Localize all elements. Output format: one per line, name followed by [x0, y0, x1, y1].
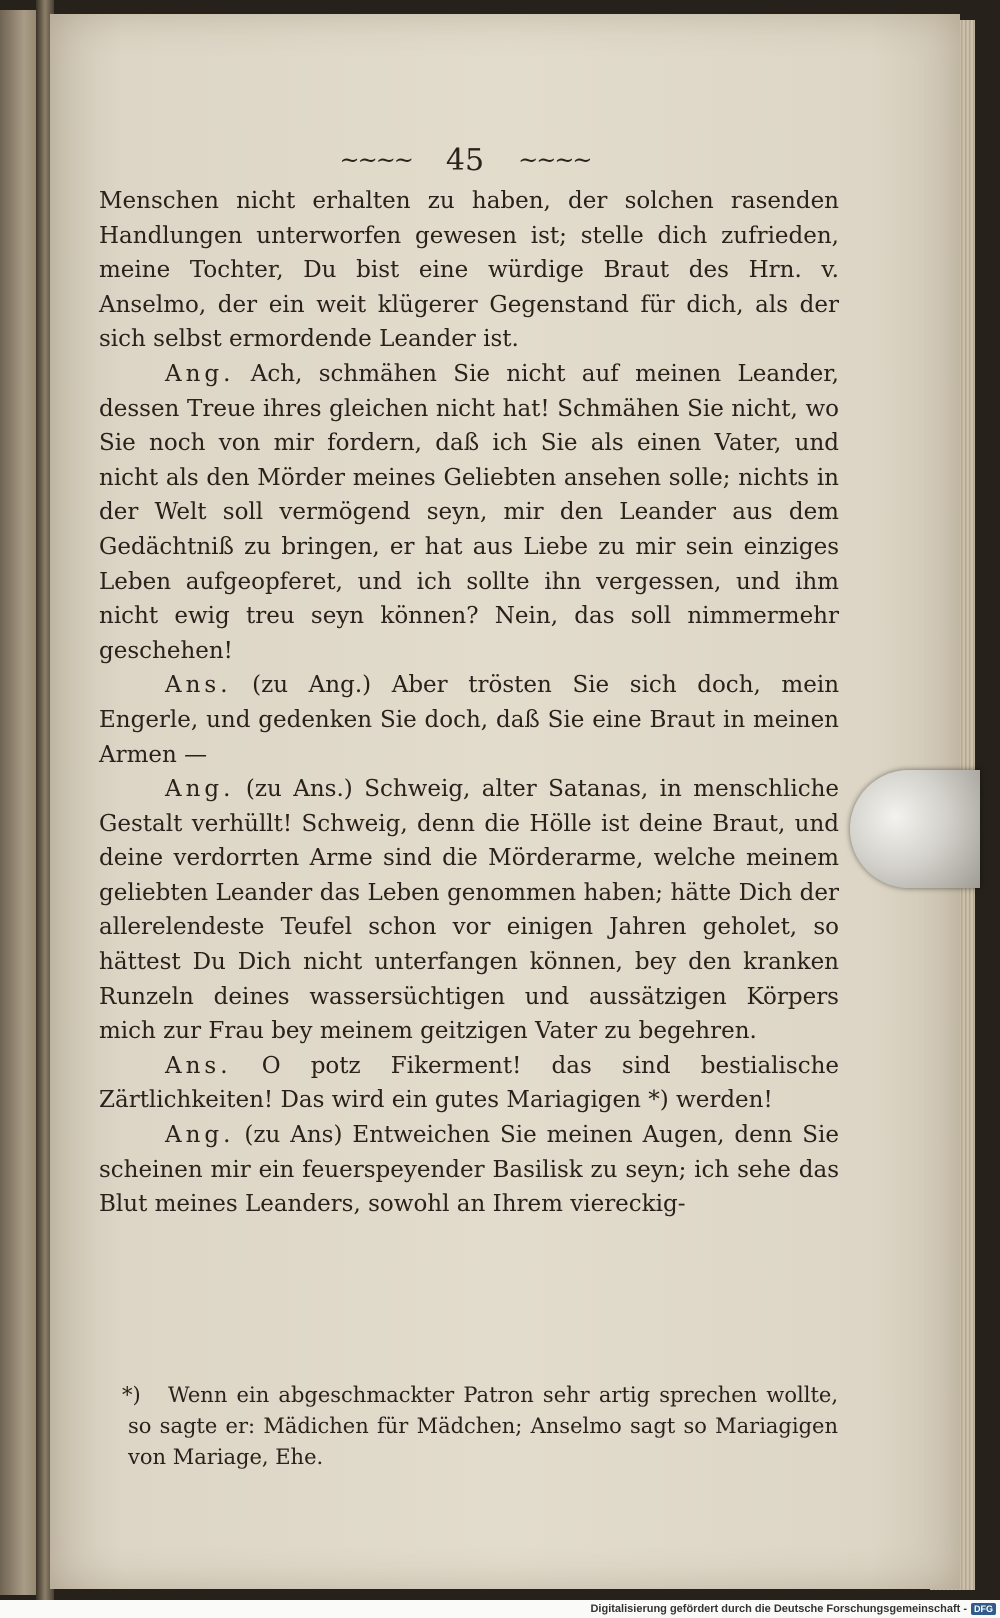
header-ornament-right: ~~~~ — [518, 146, 591, 174]
body-text — [99, 184, 839, 1222]
speaker-label: Ans. — [165, 1052, 232, 1079]
speaker-label: Ang. — [165, 776, 235, 803]
speaker-label: Ang. — [165, 360, 235, 387]
page-holder-clip — [850, 770, 980, 888]
footnote-text: Wenn ein abgeschmackter Patron sehr artig sprechen wollte, so sagte er: Mädichen für Mädchen; Anselmo sagt so Mariagigen von Mariage, Ehe. — [128, 1383, 838, 1469]
paragraph — [99, 772, 839, 1049]
paragraph-text: (zu Ans.) Schweig, alter Satanas, in menschliche Gestalt verhüllt! Schweig, denn die Hölle ist deine Braut, und deine verdorrten Arme sind die Mörderarme, welche meinem geliebten Leander das Leben genommen haben; hätte Dich der allerelendeste Teufel schon vor einigen Jahren geholet, so hättest Du Dich nicht unterfangen können, bey den kranken Runzeln deines wassersüchtigen und aussätzigen Körpers mich zur Frau bey meinem geitzigen Vater zu begehren. — [99, 776, 840, 1045]
credit-text: Digitalisierung gefördert durch die Deutsche Forschungsgemeinschaft - — [590, 1603, 967, 1615]
page-header — [300, 140, 630, 180]
paragraph-text: Ach, schmähen Sie nicht auf meinen Leander, dessen Treue ihres gleichen nicht hat! Schmähen Sie nicht, wo Sie noch von mir fordern, daß ich Sie als einen Vater, und nicht als den Mörder meines Geliebten ansehen solle; nichts in der Welt soll vermögend seyn, mir den Leander aus dem Gedächtniß zu bringen, er hat aus Liebe zu mir sein einziges Leben aufgeopferet, und ich sollte ihn vergessen, und ihm nicht ewig treu seyn können? Nein, das soll nimmermehr geschehen! — [99, 360, 839, 664]
dfg-logo: DFG — [971, 1603, 996, 1615]
paragraph-text: Menschen nicht erhalten zu haben, der solchen rasenden Handlungen unterworfen gewesen ist; stelle dich zufrieden, meine Tochter, Du bist eine würdige Braut des Hrn. v. Anselmo, der ein weit klügerer Gegenstand für dich, als der sich selbst ermordende Leander ist. — [99, 188, 839, 353]
footnote — [122, 1380, 838, 1473]
paragraph — [99, 1118, 839, 1222]
page-number: 45 — [445, 142, 485, 178]
paragraph — [99, 184, 839, 357]
paragraph — [99, 668, 839, 772]
speaker-label: Ang. — [165, 1122, 235, 1149]
speaker-label: Ans. — [165, 672, 232, 699]
header-ornament-left: ~~~~ — [339, 146, 412, 174]
paragraph — [99, 357, 839, 668]
paragraph-text: (zu Ans) Entweichen Sie meinen Augen, denn Sie scheinen mir ein feuerspeyender Basilisk zu seyn; ich sehe das Blut meines Leanders, sowohl an Ihrem viereckig- — [99, 1122, 840, 1218]
credit-bar — [0, 1600, 1000, 1618]
paragraph — [99, 1049, 839, 1118]
paragraph-text: (zu Ang.) Aber trösten Sie sich doch, mein Engerle, und gedenken Sie doch, daß Sie eine Braut in meinen Armen — — [99, 672, 840, 768]
paragraph-text: O potz Fikerment! das sind bestialische Zärtlichkeiten! Das wird ein gutes Mariagigen *) werden! — [99, 1052, 840, 1114]
footnote-mark: *) — [122, 1383, 141, 1407]
